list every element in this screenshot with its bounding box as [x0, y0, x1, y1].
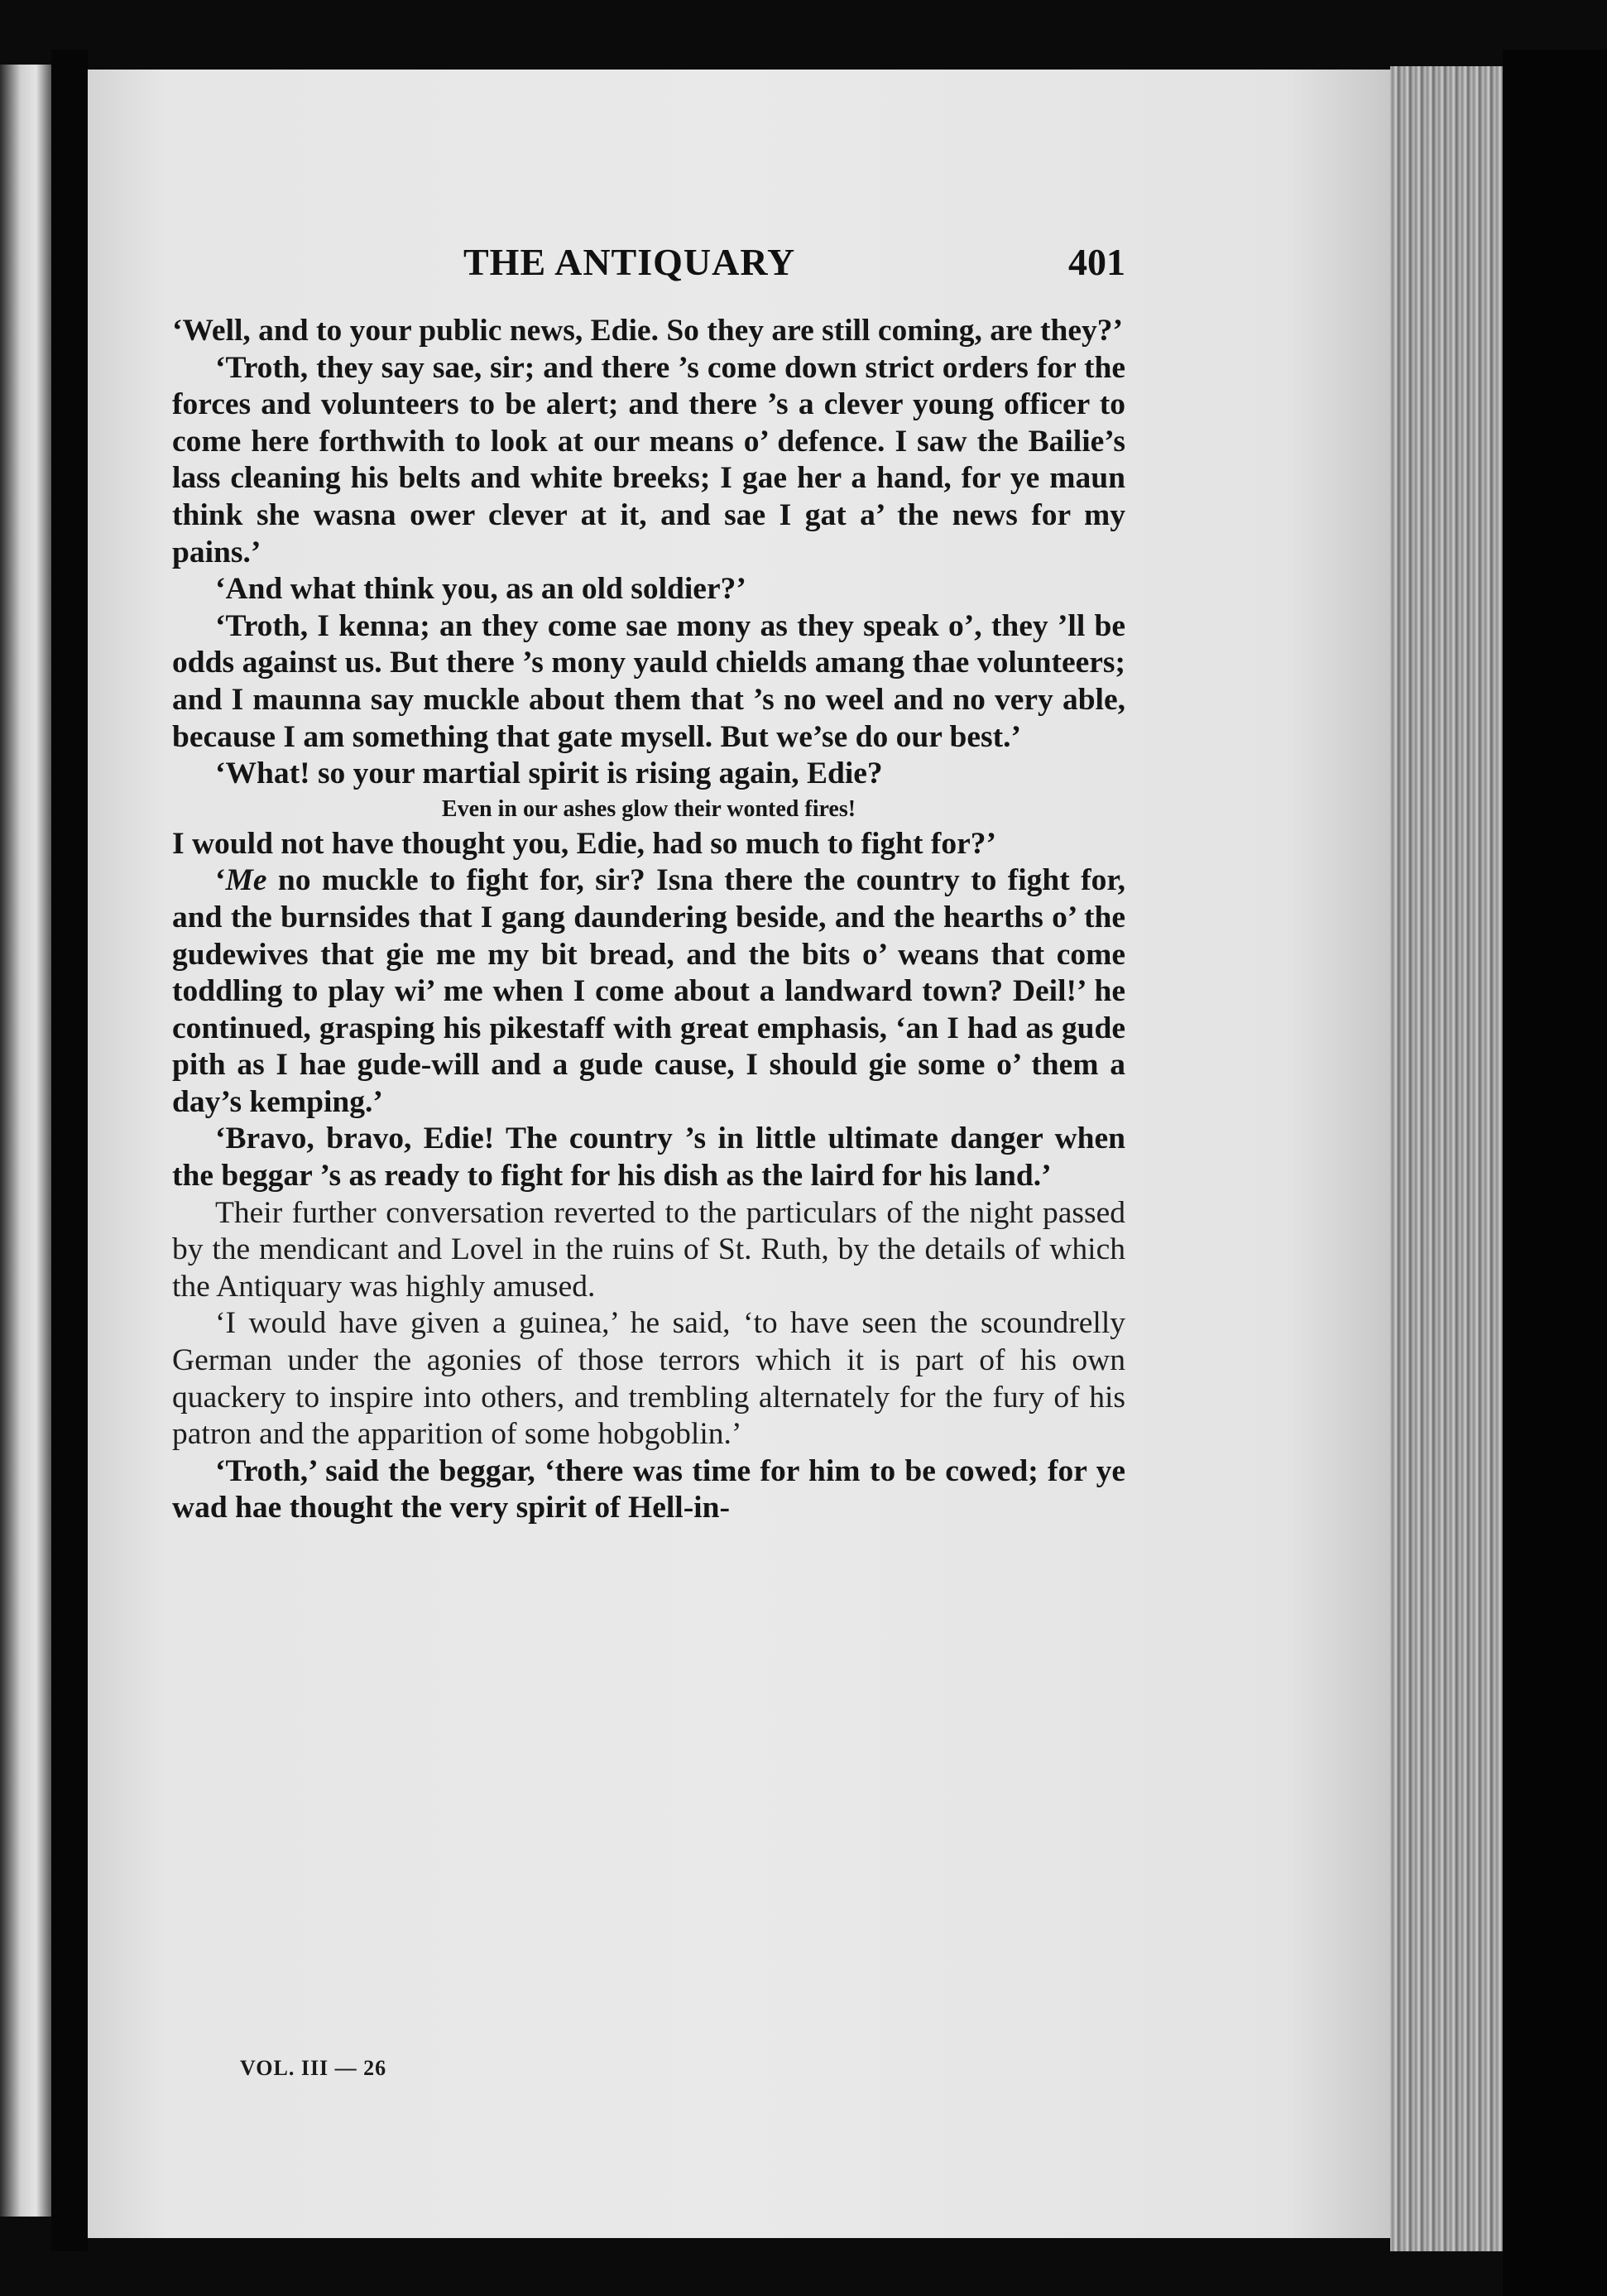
paragraph: ‘Well, and to your public news, Edie. So they are still coming, are they?’ — [172, 314, 1123, 348]
paragraph: ‘Troth, I kenna; an they come sae mony as they speak o’, they ’ll be odds against us. But there ’s mony yauld chields amang thae volunteers; and I maunna say muckle about them that ’s no weel and no very able, because I am something that gate mysell. But we’se do our best.’ — [172, 608, 1125, 754]
paragraph: Their further conversation reverted to the particulars of the night passed by the mendicant and Lovel in the ruins of St. Ruth, by the details of which the Antiquary was highly amused. — [172, 1195, 1125, 1304]
paragraph: ‘Troth,’ said the beggar, ‘there was time for him to be cowed; for ye wad hae thought the very spirit of Hell-in- — [172, 1453, 1125, 1525]
paragraph: I would not have thought you, Edie, had so much to fight for?’ — [172, 826, 996, 861]
italic-word: Me — [225, 863, 267, 898]
paragraph: ‘What! so your martial spirit is rising again, Edie? — [215, 757, 883, 791]
body-text — [172, 313, 1125, 1527]
paragraph: ‘And what think you, as an old soldier?’ — [215, 572, 746, 607]
page-edges — [1390, 66, 1503, 2251]
paragraph: ‘Bravo, bravo, Edie! The country ’s in little ultimate danger when the beggar ’s as ready to fight for his dish as the laird for his land.’ — [172, 1122, 1125, 1194]
paragraph: ‘I would have given a guinea,’ he said, ‘to have seen the scoundrelly German under the agonies of those terrors which it is part of his own quackery to inspire into others, and trembling alternately for the fury of his patron and the apparition of some hobgoblin.’ — [172, 1306, 1125, 1452]
paragraph: ‘Troth, they say sae, sir; and there ’s come down strict orders for the forces and volunteers to be alert; and there ’s a clever young officer to come here forthwith to look at our means o’ defence. I saw the Bailie’s lass cleaning his belts and white breeks; I gae her a hand, for ye maun think she wasna ower clever at it, and sae I gat a’ the news for my pains.’ — [172, 350, 1125, 569]
book-gutter — [51, 50, 88, 2251]
verse-quotation: Even in our ashes glow their wonted fires! — [441, 795, 856, 822]
page-number: 401 — [1068, 241, 1125, 283]
signature-mark: VOL. III — 26 — [240, 2056, 387, 2080]
paragraph: ‘Me no muckle to fight for, sir? Isna there the country to fight for, and the burnsides that I gang daundering beside, and the hearths o’ the gudewives that gie me my bit bread, and the bits o’ weans that come toddling to play wi’ me when I come about a landward town? Deil!’ he continued, grasping his pikestaff with great emphasis, ‘an I had as gude pith as I hae gude-will and a gude cause, I should gie some o’ them a day’s kemping.’ — [172, 863, 1125, 1119]
running-header — [331, 240, 1125, 290]
paragraph-text: no muckle to fight for, sir? Isna there the country to fight for, and the burnsides that I gang daundering beside, and the hearths o’ the gudewives that gie me my bit bread, and the bits o’ weans that come toddling to play wi’ me when I come about a landward town? Deil!’ he continued, grasping his pikestaff with great emphasis, ‘an I had as gude pith as I hae gude-will and a gude cause, I should gie some o’ them a day’s kemping.’ — [172, 863, 1125, 1119]
scan-background — [1503, 50, 1607, 2296]
left-page-edge — [0, 65, 51, 2217]
running-title: THE ANTIQUARY — [463, 241, 796, 283]
